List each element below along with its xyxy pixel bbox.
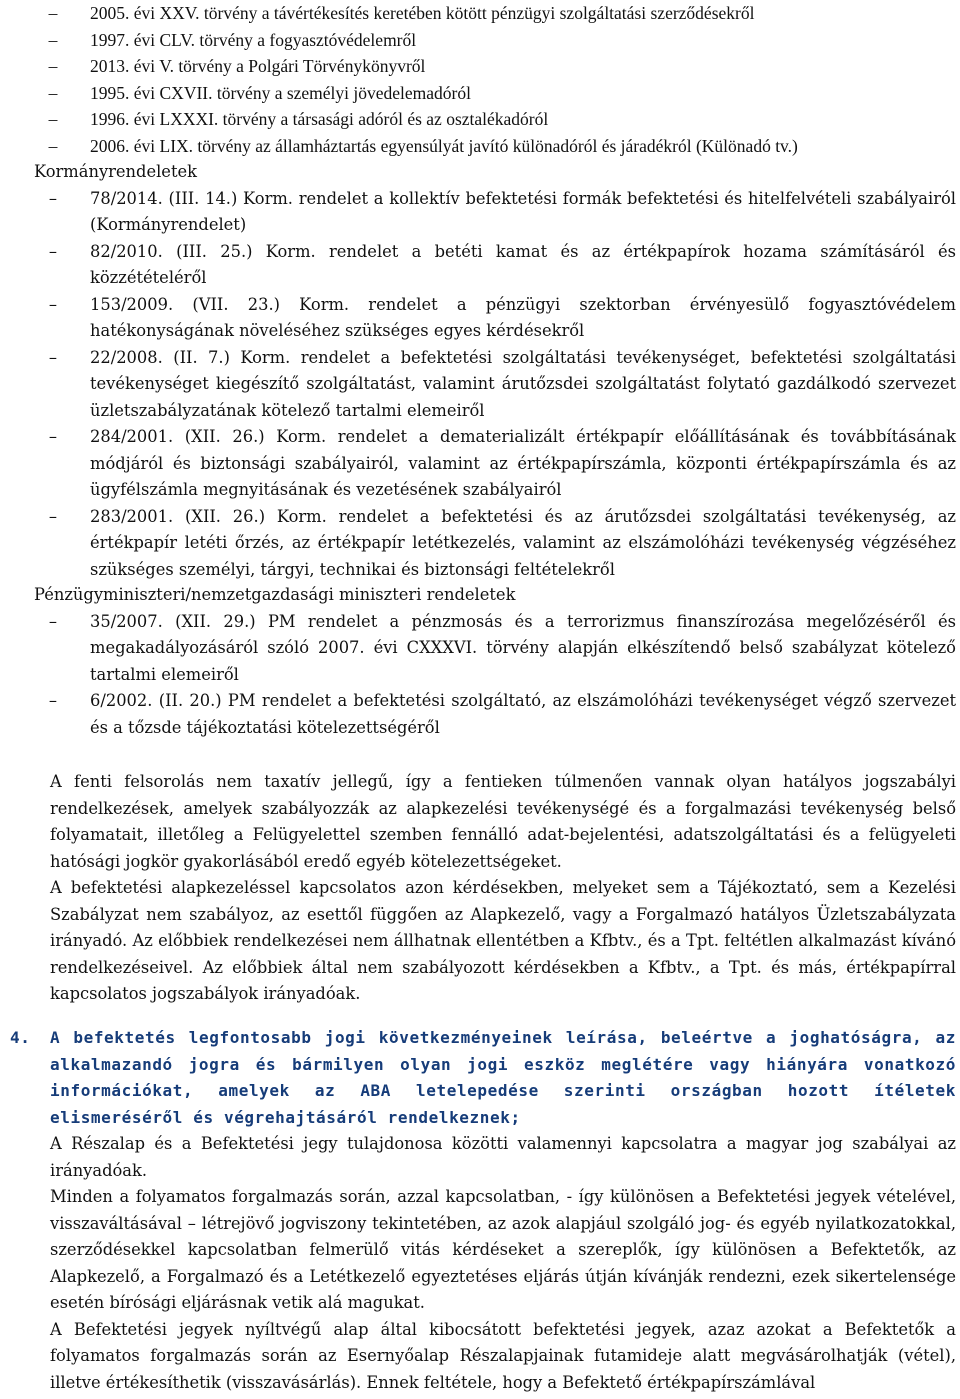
dash-bullet: –: [48, 29, 58, 50]
dash-bullet: –: [48, 691, 58, 710]
dash-bullet: –: [48, 56, 58, 76]
list-item: [0, 133, 960, 160]
paragraph: A Részalap és a Befektetési jegy tulajdonosa közötti valamennyi kapcsolatra a magyar jog szabályai az irányadóak.: [50, 1134, 956, 1180]
list-item: [0, 27, 960, 54]
dash-bullet: –: [48, 294, 58, 314]
dash-bullet: –: [48, 241, 58, 261]
decree-text: 6/2002. (II. 20.) PM rendelet a befektetési szolgáltató, az elszámolóházi tevékenységet végző szervezet és a tőzsde tájékoztatási kötelezettségéről: [90, 691, 956, 737]
list-item: [0, 345, 960, 425]
dash-bullet: –: [48, 506, 58, 526]
government-decrees-title: Kormányrendeletek: [34, 162, 197, 181]
decree-text: 153/2009. (VII. 23.) Korm. rendelet a pénzügyi szektorban érvényesülő fogyasztóvédelem hatékonyságának növeléséhez szükséges egyes kérdésekről: [90, 294, 956, 340]
law-item-text: 2013. évi V. törvény a Polgári Törvénykönyvről: [90, 56, 426, 76]
list-item: [0, 292, 960, 345]
law-item-text: 2005. évi XXV. törvény a távértékesítés keretében kötött pénzügyi szolgáltatási szerződésekről: [90, 3, 755, 23]
list-item: [0, 80, 960, 107]
list-item: [0, 0, 960, 27]
list-item: [0, 504, 960, 584]
decree-text: 283/2001. (XII. 26.) Korm. rendelet a befektetési és az árutőzsdei szolgáltatási tevékenység, az értékpapír letéti őrzés, az értékpapír letétkezelés, valamint az elszámolóházi tevékenység végzéséhez szükséges személyi, tárgyi, technikai és biztonsági feltételekről: [90, 506, 956, 579]
government-decrees-section: [0, 159, 960, 583]
list-item: [0, 186, 960, 239]
government-decree-list: [0, 186, 960, 584]
section-heading: [0, 1025, 960, 1131]
dash-bullet: –: [48, 347, 58, 367]
dash-bullet: –: [48, 3, 58, 23]
law-item-text: 1996. évi LXXXI. törvény a társasági adóról és az osztalékadóról: [90, 109, 549, 129]
dash-bullet: –: [48, 135, 58, 156]
law-item-text: 1997. évi CLV. törvény a fogyasztóvédelemről: [90, 29, 417, 50]
dash-bullet: –: [48, 611, 58, 631]
decree-text: 82/2010. (III. 25.) Korm. rendelet a betéti kamat és az értékpapírok hozama számításáról és közzétételéről: [90, 241, 956, 287]
paragraph: A fenti felsorolás nem taxatív jellegű, így a fentieken túlmenően vannak olyan hatályos jogszabályi rendelkezések, amelyek szabályozzák az alapkezelési tevékenységé és a forgalmazási tevékenység belső folyamatait, illetőleg a Felügyelettel szemben fennálló adat-bejelentési, adatszolgáltatási és a felügyeleti hatósági jogkör gyakorlásából eredő egyéb kötelezettségeket.: [50, 772, 956, 871]
dash-bullet: –: [48, 427, 58, 446]
law-list: [0, 0, 960, 159]
list-item: [0, 424, 960, 504]
decree-text: 284/2001. (XII. 26.) Korm. rendelet a dematerializált értékpapír előállításának és továbbításának módjáról és biztonsági szabályairól, valamint az értékpapírszámla, központi értékpapírszámla és az ügyfélszámla megnyitásának és vezetésének szabályairól: [90, 427, 956, 499]
ministerial-decree-list: [0, 609, 960, 742]
paragraph: A befektetési alapkezeléssel kapcsolatos azon kérdésekben, melyeket sem a Tájékoztató, sem a Kezelési Szabályzat nem szabályoz, az esettől függően az Alapkezelő, vagy a Forgalmazó hatályos Üzletszabályzata irányadó. Az előbbiek rendelkezései nem állhatnak ellentétben a Kfbtv., és a Tpt. feltétlen alkalmazást kívánó rendelkezéseivel. Az előbbiek által nem szabályozott kérdésekben a Kfbtv., a Tpt. és más, értékpapírral kapcsolatos jogszabályok irányadóak.: [50, 878, 956, 1003]
list-item: [0, 688, 960, 741]
list-item: [0, 106, 960, 133]
dash-bullet: –: [48, 188, 58, 208]
law-item-text: 2006. évi LIX. törvény az államháztartás egyensúlyát javító különadóról és járadékról (Különadó tv.): [90, 135, 798, 156]
section-heading-text: A befektetés legfontosabb jogi következményeinek leírása, beleértve a joghatóságra, az alkalmazandó jogra és bármilyen olyan jogi eszköz meglétére vagy hiányára vonatkozó információkat, amelyek az ABA letelepedése szerinti országban hozott ítéletek elismeréséről és végrehajtásáról rendelkeznek;: [50, 1028, 956, 1127]
list-item: [0, 239, 960, 292]
section-number: 4.: [10, 1028, 31, 1047]
decree-text: 78/2014. (III. 14.) Korm. rendelet a kollektív befektetési formák befektetési és hitelfelvételi szabályairól (Kormányrendelet): [90, 188, 956, 234]
section-body: [0, 1131, 960, 1396]
dash-bullet: –: [48, 82, 58, 103]
list-item: [0, 53, 960, 80]
paragraph: Minden a folyamatos forgalmazás során, azzal kapcsolatban, - így különösen a Befektetési jegyek vételével, visszaváltásával – létrejövő jogviszony tekintetében, az azok alapjául szolgáló jog- és egyéb nyilatkozatokkal, szerződésekkel kapcsolatban felmerülő vitás kérdéseket a szereplők, így különösen a Befektetők, az Alapkezelő, a Forgalmazó és a Letétkezelő egyeztetéses eljárás útján kívánják rendezni, ezek sikertelensége esetén bírósági eljárásnak vetik alá magukat.: [50, 1187, 956, 1312]
decree-text: 22/2008. (II. 7.) Korm. rendelet a befektetési szolgáltatási tevékenységet, befektetési szolgáltatási tevékenységet kiegészítő szolgáltatást, valamint árutőzsdei szolgáltatást folytató gazdálkodó szervezet üzletszabályzatának kötelező tartalmi elemeiről: [90, 347, 956, 420]
decree-text: 35/2007. (XII. 29.) PM rendelet a pénzmosás és a terrorizmus finanszírozása megelőzéséről és megakadályozásáról szóló 2007. évi CXXXVI. törvény alapján elkészítendő belső szabályzat kötelező tartalmi elemeiről: [90, 611, 956, 684]
ministerial-decrees-section: [0, 582, 960, 741]
intro-paragraphs: [0, 769, 960, 1008]
paragraph: A Befektetési jegyek nyíltvégű alap által kibocsátott befektetési jegyek, azaz azokat a Befektetők a folyamatos forgalmazás során az Esernyőalap Részalapjainak futamideje alatt megvásárolhatják (vétel), illetve értékesíthetik (visszavásárlás). Ennek feltétele, hogy a Befektető értékpapírszámlával: [50, 1319, 956, 1392]
ministerial-decrees-title: Pénzügyminiszteri/nemzetgazdasági miniszteri rendeletek: [34, 585, 516, 604]
list-item: [0, 609, 960, 689]
dash-bullet: –: [48, 109, 58, 129]
law-item-text: 1995. évi CXVII. törvény a személyi jövedelemadóról: [90, 82, 472, 103]
